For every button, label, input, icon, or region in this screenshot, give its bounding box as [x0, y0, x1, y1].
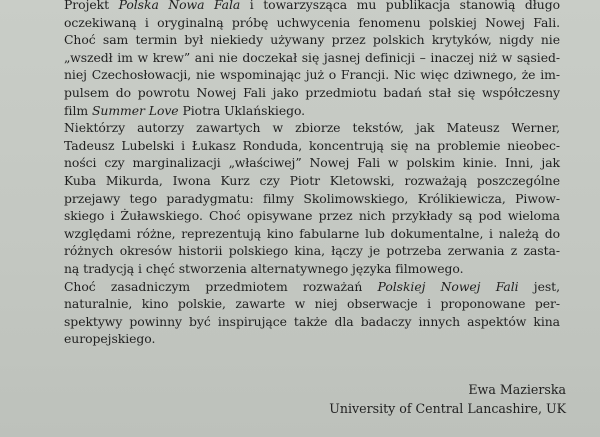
- italic-title: Polska Nowa Fala: [118, 0, 241, 12]
- text-line: pulsem do powrotu Nowej Fali jako przedmiotu badań stał się współczesny: [64, 84, 560, 100]
- author-affiliation: University of Central Lancashire, UK: [329, 401, 566, 416]
- text-line: Tadeusz Lubelski i Łukasz Ronduda, koncentrują się na problemie nieobec-: [64, 137, 560, 153]
- text-line: „wszedł im w krew” ani nie doczekał się jasnej definicji – inaczej niż w sąsied-: [64, 49, 560, 65]
- text-line: niej Czechosłowacji, nie wspominając już o Francji. Nic więc dziwnego, że im-: [64, 67, 560, 83]
- italic-title: Summer Love: [91, 102, 179, 118]
- text-line: Choć zasadniczym przedmiotem rozważań Polskiej Nowej Fali jest,: [64, 278, 560, 294]
- text-line: Kuba Mikurda, Iwona Kurz czy Piotr Kletowski, rozważają poszczególne: [64, 172, 560, 188]
- text-line: względami różne, reprezentują kino fabularne lub dokumentalne, i należą do: [64, 225, 560, 241]
- text-line: europejskiego.: [64, 331, 156, 347]
- text-line: skiego i Żuławskiego. Choć opisywane przez nich przykłady są pod wieloma: [64, 208, 560, 224]
- text-line: film Summer Love Piotra Uklańskiego.: [64, 102, 306, 118]
- text-line: różnych okresów historii polskiego kina, łączy je potrzeba zerwania z zasta-: [64, 243, 560, 259]
- signature: [329, 380, 566, 418]
- text-line: Niektórzy autorzy zawartych w zbiorze tekstów, jak Mateusz Werner,: [64, 120, 560, 136]
- text-line: naturalnie, kino polskie, zawarte w niej obserwacje i proponowane per-: [64, 296, 560, 312]
- paragraph: [36, 0, 560, 119]
- author-name: Ewa Mazierska: [468, 382, 566, 397]
- italic-title: Polskiej Nowej Fali: [377, 278, 519, 294]
- text-line: ności czy marginalizacji „właściwej” Nowej Fali w polskim kinie. Inni, jak: [64, 155, 560, 171]
- text-line: oczekiwaną i oryginalną próbę uchwycenia fenomenu polskiej Nowej Fali.: [64, 14, 560, 30]
- text-line: Projekt Polska Nowa Fala i towarzysząca mu publikacja stanowią długo: [36, 0, 560, 14]
- body-text: [36, 0, 560, 348]
- text-line: spektywy powinny być inspirujące także dla badaczy innych aspektów kina: [64, 313, 560, 329]
- text-line: Choć sam termin był niekiedy używany przez polskich krytyków, nigdy nie: [64, 32, 560, 48]
- text-line: ną tradycją i chęć stworzenia alternatywnego języka filmowego.: [64, 260, 464, 276]
- paragraph: [36, 278, 560, 348]
- text-line: przejawy tego paradygmatu: filmy Skolimowskiego, Królikiewicza, Piwow-: [64, 190, 560, 206]
- paragraph: [36, 119, 560, 277]
